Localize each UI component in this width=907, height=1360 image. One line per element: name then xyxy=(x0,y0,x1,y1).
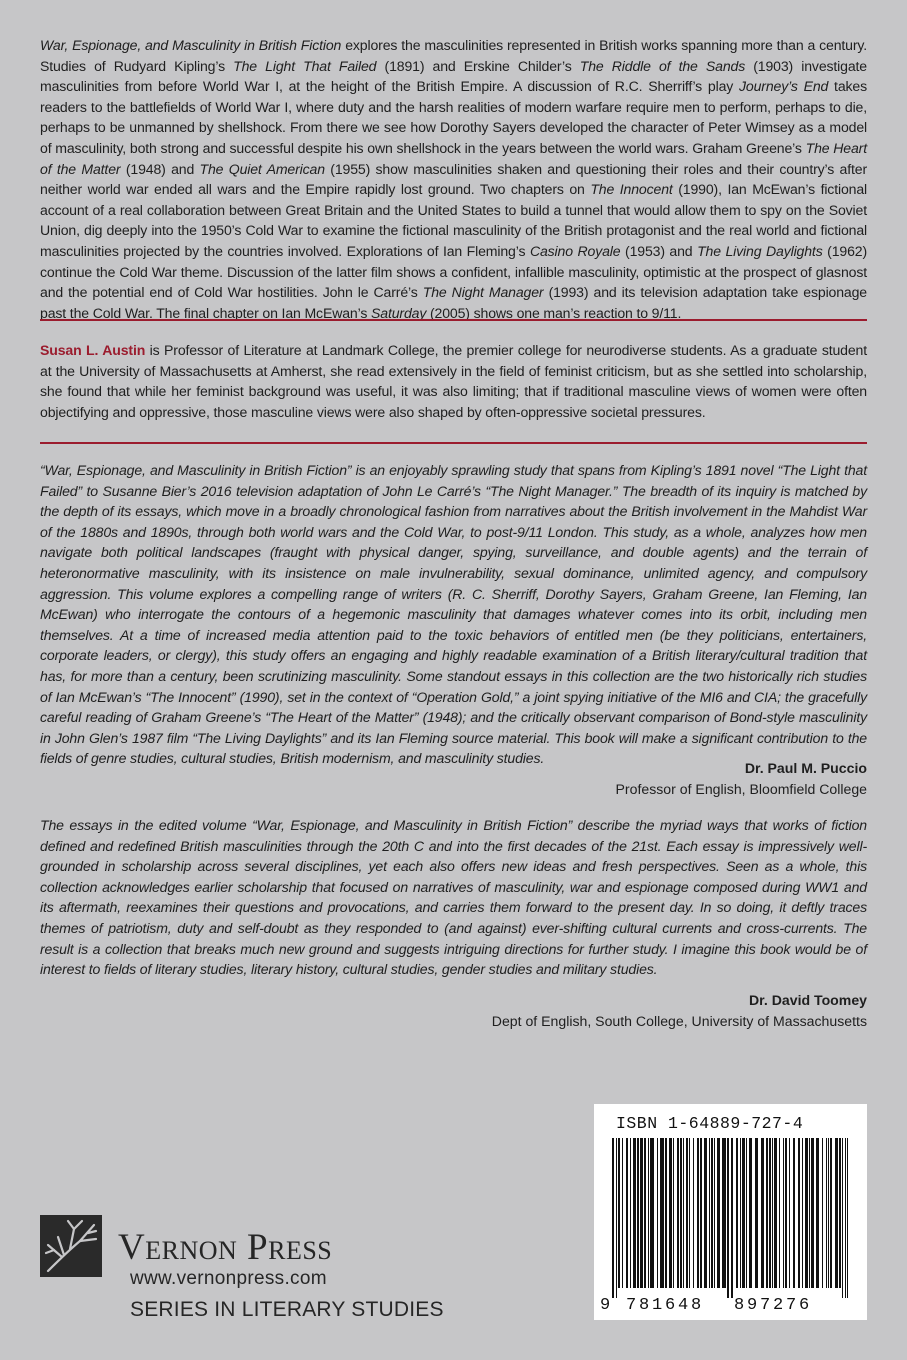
barcode-bar xyxy=(736,1138,738,1288)
publisher-logo xyxy=(40,1215,102,1277)
barcode-bar xyxy=(822,1138,823,1288)
barcode-bar xyxy=(789,1138,790,1288)
barcode-bar xyxy=(802,1138,803,1288)
barcode-bar xyxy=(731,1138,733,1298)
review-attribution xyxy=(616,758,867,799)
barcode-bar xyxy=(683,1138,684,1288)
review-attribution xyxy=(492,990,867,1031)
barcode-bar xyxy=(700,1138,702,1288)
barcode-bar xyxy=(665,1138,667,1288)
barcode-bar xyxy=(779,1138,780,1288)
barcode-bar xyxy=(637,1138,639,1288)
series-name: SERIES IN LITERARY STUDIES xyxy=(130,1298,444,1321)
barcode-bar xyxy=(612,1138,614,1298)
barcode-bar xyxy=(749,1138,752,1288)
barcode-bar xyxy=(648,1138,649,1288)
barcode-bar xyxy=(772,1138,773,1288)
barcode-bar xyxy=(766,1138,768,1288)
barcode-bar xyxy=(785,1138,787,1288)
barcode-bar xyxy=(845,1138,846,1298)
reviewer-affiliation: Professor of English, Bloomfield College xyxy=(615,780,867,797)
barcode-bar xyxy=(793,1138,795,1288)
author-bio: Susan L. Austin is Professor of Literature at Landmark College, the premier college for neurodiverse students. As a graduate student at the University of Massachusetts at Amherst, she read extensively in the field of feminist criticism, but as she settled into scholarship, she found that while her feminist background was useful, it was also limiting; that if traditional masculine views of women were often objectifying and oppressive, those masculine views were also shaped by often-oppressive societal pressures. xyxy=(40,342,867,420)
barcode-bar xyxy=(657,1138,658,1288)
section-divider xyxy=(40,319,867,321)
barcode-bar xyxy=(711,1138,713,1288)
barcode-bar xyxy=(805,1138,808,1288)
barcode-bar xyxy=(830,1138,832,1288)
barcode-bar xyxy=(669,1138,672,1288)
barcode-bar xyxy=(722,1138,726,1288)
barcode-bar xyxy=(616,1138,617,1298)
barcode-bar xyxy=(633,1138,636,1288)
barcode-bar xyxy=(689,1138,690,1288)
barcode-bar xyxy=(677,1138,679,1288)
section-divider xyxy=(40,442,867,444)
barcode-bar xyxy=(686,1138,688,1288)
barcode-bar xyxy=(847,1138,848,1298)
barcode-bar xyxy=(709,1138,710,1288)
barcode-bar xyxy=(714,1138,715,1288)
barcode-bar xyxy=(680,1138,682,1288)
barcode-bar xyxy=(717,1138,720,1288)
barcode-bar xyxy=(630,1138,631,1288)
review-quote: The essays in the edited volume “War, Espionage, and Masculinity in British Fiction” describe the myriad ways that works of fiction defined and redefined British masculinities through the 20th C and into the first decades of the 21st. Each essay is impressively well-grounded in scholarship across several disciplines, yet each also offers new ideas and fresh perspectives. Seen as a whole, this collection acknowledges earlier scholarship that focused on narratives of masculinity, war and espionage composed during WW1 and its aftermath, reexamines their questions and provocations, and carries them forward to the present day. In so doing, it deftly traces themes of patriotism, duty and self-doubt as they responded to (and against) ever-shifting cultural currents and cross-currents. The result is a collection that breaks much new ground and suggests intriguing directions for further study. I imagine this book would be of interest to fields of literary studies, literary history, cultural studies, gender studies and military studies. xyxy=(40,817,867,978)
publisher-url[interactable]: www.vernonpress.com xyxy=(130,1268,327,1289)
barcode-bar xyxy=(727,1138,729,1298)
barcode-bar xyxy=(742,1138,745,1288)
isbn-barcode: ISBN 1-64889-727-4 9 781648 897276 xyxy=(594,1104,867,1320)
publisher-name: Vernon Press xyxy=(118,1227,333,1268)
barcode-bar xyxy=(693,1138,694,1288)
tree-branch-icon xyxy=(40,1215,102,1277)
barcode-bar xyxy=(826,1138,827,1288)
barcode-bar xyxy=(783,1138,784,1288)
book-description: War, Espionage, and Masculinity in British Fiction explores the masculinities represented in British works spanning more than a century. Studies of Rudyard Kipling’s The Light That Failed (1891) and Erskine Childer’s The Riddle of the Sands (1903) investigate masculinities from before World War I, at the height of the British Empire. A discussion of R.C. Sherriff’s play Journey’s End takes readers to the battlefields of World War I, where duty and the harsh realities of modern warfare require men to perform, perhaps to die, perhaps to be unmanned by shellshock. From there we see how Dorothy Sayers developed the character of Peter Wimsey as a model of masculinity, both strong and successful despite his own shellshock in the years between the world wars. Graham Greene’s The Heart of the Matter (1948) and The Quiet American (1955) show masculinities shaken and questioning their roles and their country’s after neither world war ended all wars and the Empire rapidly lost ground. Two chapters on The Innocent (1990), Ian McEwan’s fictional account of a real collaboration between Great Britain and the United States to build a tunnel that would allow them to spy on the Soviet Union, dig deeply into the 1950’s Cold War to examine the fictional masculinity of the British protagonist and the real world and fictional masculinities projected by the countries involved. Explorations of Ian Fleming’s Casino Royale (1953) and The Living Daylights (1962) continue the Cold War theme. Discussion of the latter film shows a confident, infallible masculinity, optimistic at the prospect of glasnost and the potential end of Cold War hostilities. John le Carré’s The Night Manager (1993) and its television adaptation take espionage past the Cold War. The final chapter on Ian McEwan’s Saturday (2005) shows one man’s reaction to 9/11. xyxy=(40,37,868,321)
barcode-bar xyxy=(746,1138,747,1288)
barcode-bar xyxy=(798,1138,800,1288)
barcode-bar xyxy=(618,1138,620,1288)
barcode-bar xyxy=(644,1138,646,1288)
barcode-bar xyxy=(755,1138,758,1288)
barcode-bar xyxy=(828,1138,829,1288)
review-quote: “War, Espionage, and Masculinity in British Fiction” is an enjoyably sprawling study that spans from Kipling’s 1891 novel “The Light that Failed” to Susanne Bier’s 2016 television adaptation of John Le Carré’s “The Night Manager.” The breadth of its inquiry is matched by the depth of its essays, which move in a broadly chronological fashion from narratives about the British involvement in the Mahdist War of the 1880s and 1890s, through both world wars and the Cold War, to post-9/11 London. This study, as a whole, analyzes how men navigate both political landscapes (fraught with physical danger, spying, surveillance, and double agents) and the terrain of heteronormative masculinity, with its insistence on male invulnerability, sexual dominance, unlimited agency, and compulsory aggression. This volume explores a compelling range of writers (R. C. Sherriff, Dorothy Sayers, Graham Greene, Ian Fleming, Ian McEwan) who interrogate the contours of a hegemonic masculinity that damages whatever comes into its orbit, including men themselves. At a time of increased media attention paid to the toxic behaviors of entitled men (be they politicians, entertainers, corporate leaders, or clergy), this study offers an engaging and highly readable examination of a British literary/cultural tradition that has, for more than a century, been scrutinizing masculinity. Some standout essays in this collection are the two historically rich studies of Ian McEwan’s “The Innocent” (1990), set in the context of “Operation Gold,” a joint spying initiative of the MI6 and CIA; the gracefully careful reading of Graham Greene’s “The Heart of the Matter” (1948); and the critically observant comparison of Bond-style masculinity in John Glen’s 1987 film “The Living Daylights” and its Ian Fleming source material. This book will make a significant contribution to the fields of genre studies, cultural studies, British modernism, and masculinity studies. xyxy=(40,462,867,767)
barcode-bar xyxy=(816,1138,819,1288)
reviewer-affiliation: Dept of English, South College, University of Massachusetts xyxy=(491,1012,867,1029)
barcode-bar xyxy=(761,1138,764,1288)
barcode-bar xyxy=(697,1138,699,1288)
barcode-bar xyxy=(842,1138,843,1298)
reviewer-name: Dr. Paul M. Puccio xyxy=(744,760,867,776)
barcode-bar xyxy=(650,1138,654,1288)
barcode-bar xyxy=(740,1138,741,1288)
barcode-bar xyxy=(704,1138,707,1288)
barcode-bar xyxy=(640,1138,643,1288)
reviewer-name: Dr. David Toomey xyxy=(749,992,867,1008)
isbn-label: ISBN 1-64889-727-4 xyxy=(616,1114,804,1133)
barcode-bar xyxy=(811,1138,814,1288)
barcode-bar xyxy=(809,1138,810,1288)
barcode-bar xyxy=(626,1138,628,1288)
barcode-bar xyxy=(769,1138,771,1288)
barcode-bar xyxy=(839,1138,841,1288)
barcode-bar xyxy=(835,1138,838,1288)
barcode-bar xyxy=(660,1138,664,1288)
barcode-bar xyxy=(673,1138,674,1288)
book-title: War, Espionage, and Masculinity in British Fiction xyxy=(40,37,342,53)
barcode-bar xyxy=(774,1138,777,1288)
author-name: Susan L. Austin xyxy=(40,342,146,358)
barcode-bar xyxy=(622,1138,623,1288)
barcode-bars xyxy=(608,1138,853,1298)
